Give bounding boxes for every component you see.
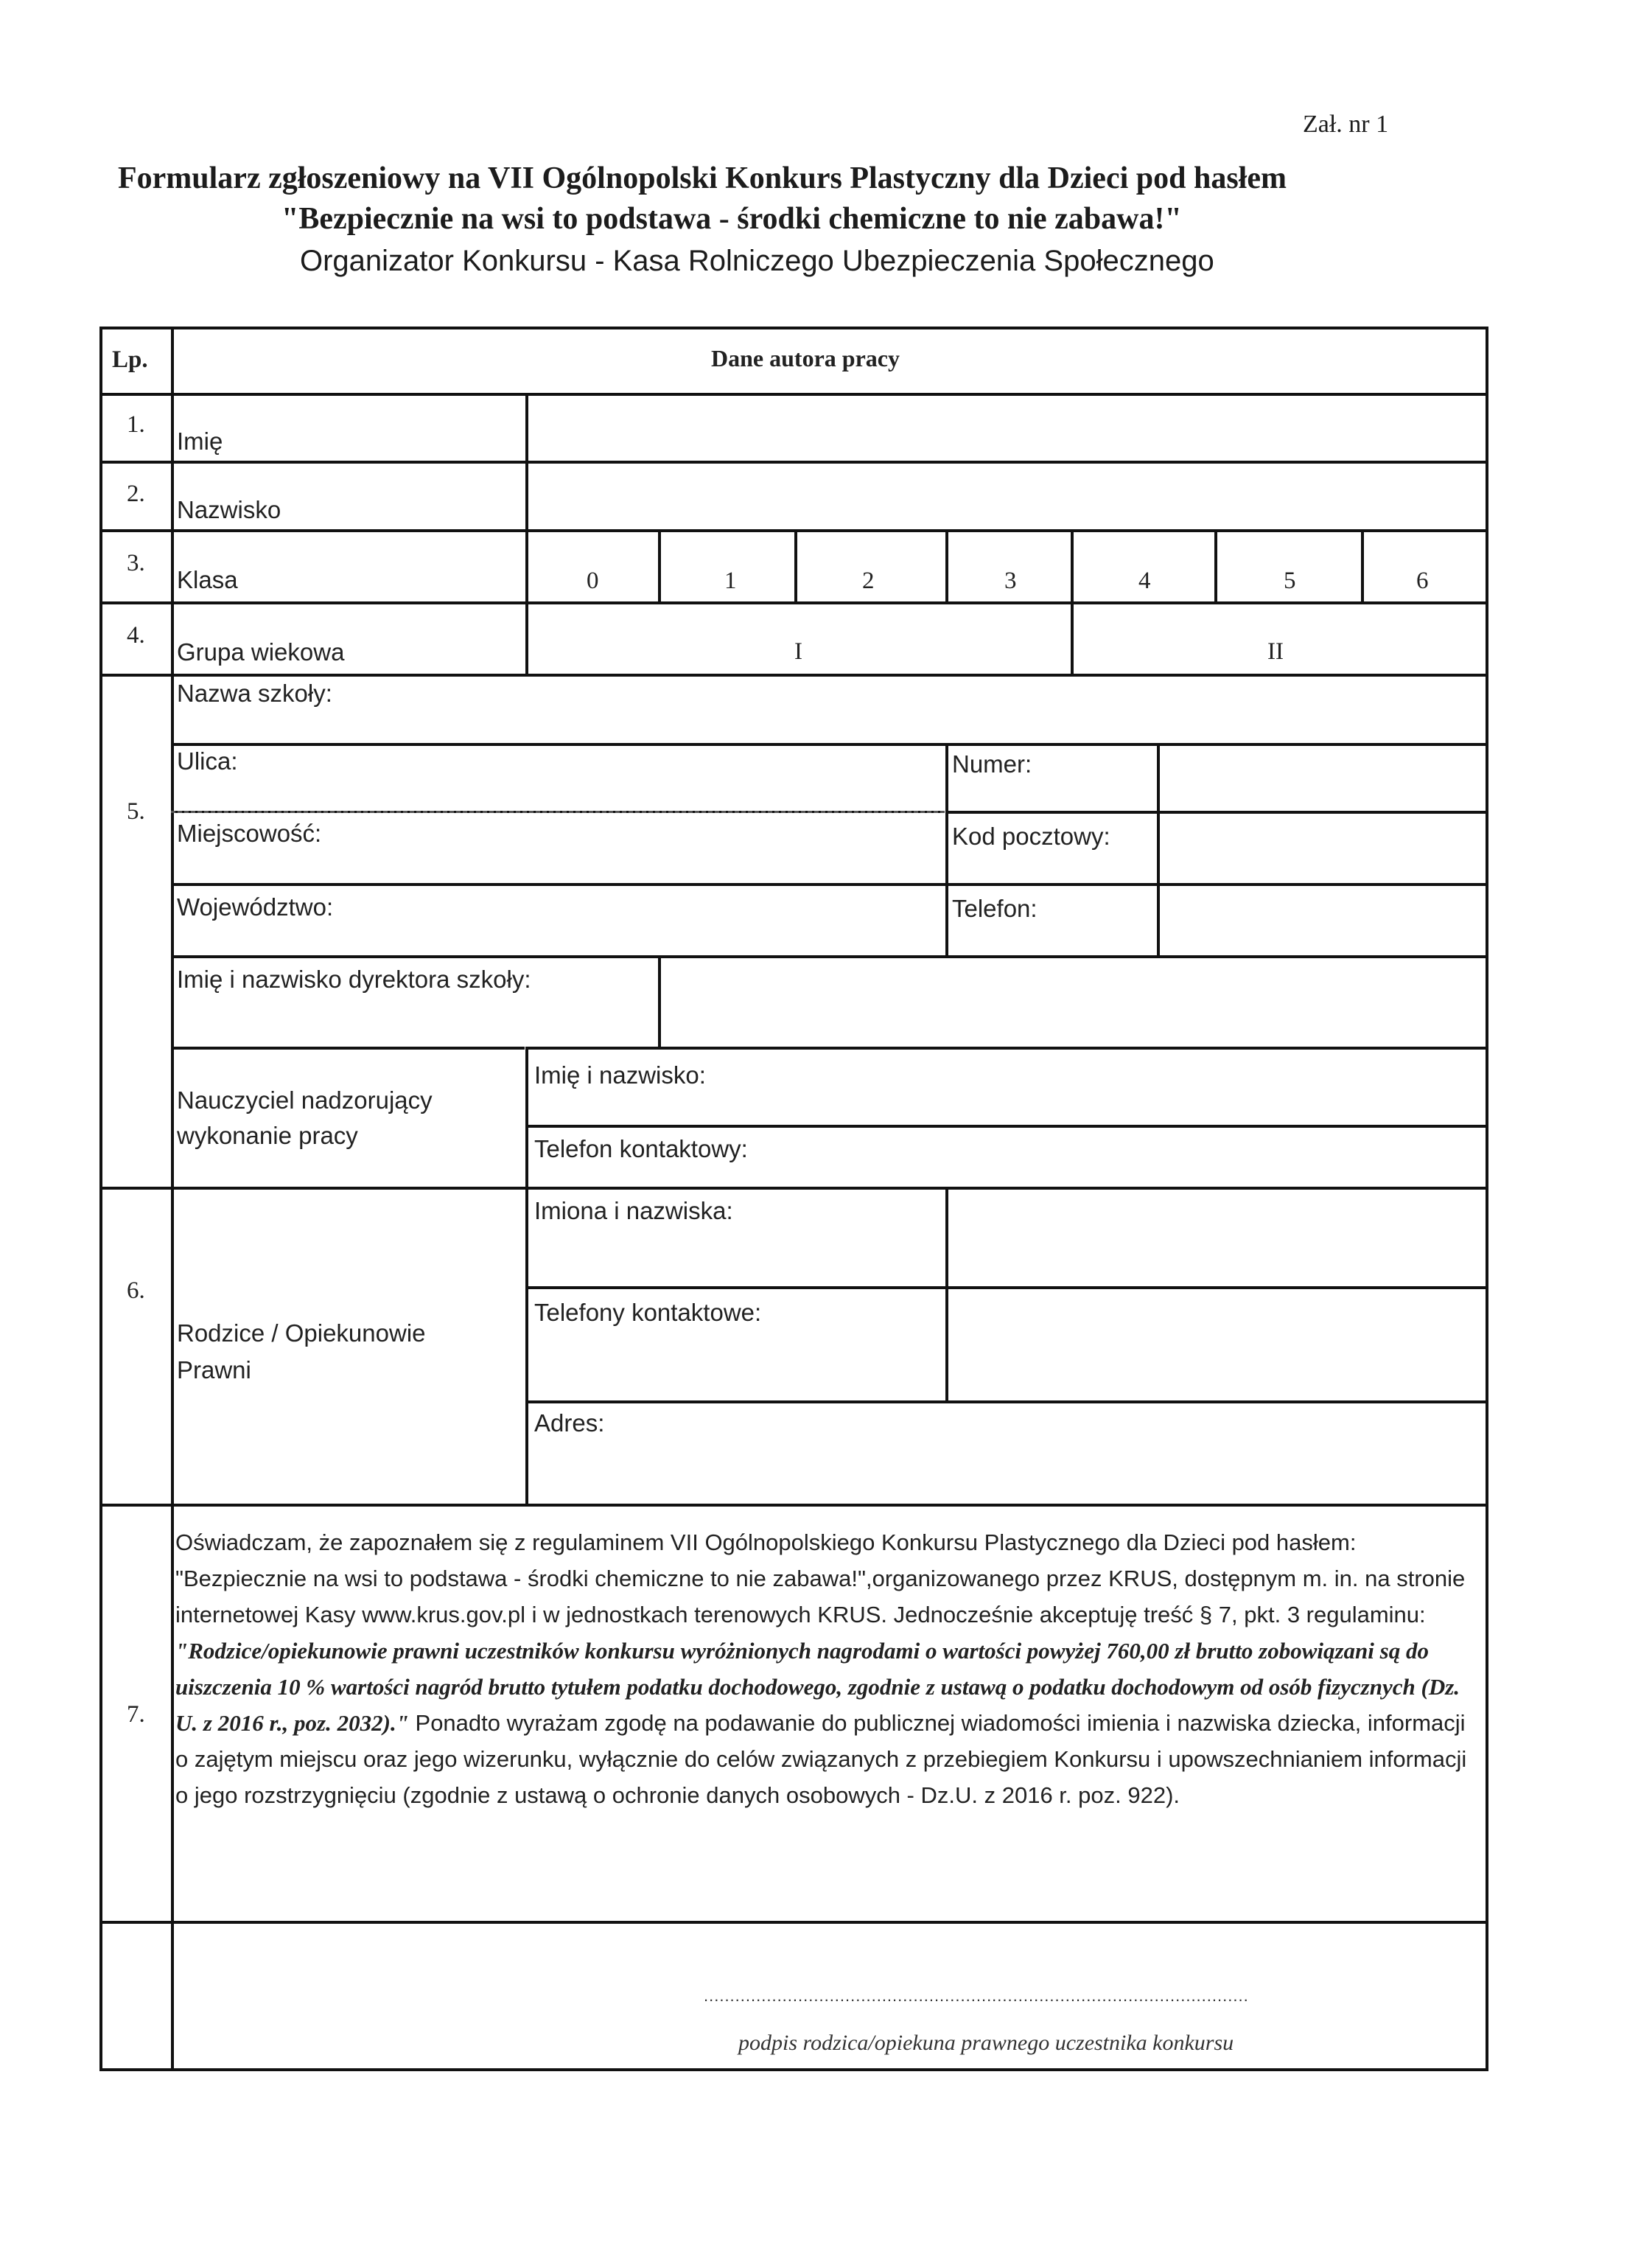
class-label: Klasa [177,566,238,593]
city-label: Miejscowość: [177,820,322,847]
row-number: 2. [127,481,145,507]
age-group-option-2[interactable]: II [1267,638,1284,665]
class-option-0[interactable]: 0 [587,568,599,594]
row-number: 3. [127,550,145,576]
header-author-data: Dane autora pracy [711,345,900,371]
teacher-phone-label: Telefon kontaktowy: [534,1135,748,1162]
row-number: 5. [127,798,145,825]
postcode-label: Kod pocztowy: [952,823,1110,850]
age-group-label: Grupa wiekowa [177,638,345,666]
first-name-field[interactable] [528,396,1484,459]
parents-names-label: Imiona i nazwiska: [534,1197,733,1224]
class-option-3[interactable]: 3 [1004,568,1017,594]
class-option-2[interactable]: 2 [862,568,875,594]
declaration-text-part1: Oświadczam, że zapoznałem się z regulaminem VII Ogólnopolskiego Konkursu Plastycznego dla Dzieci pod hasłem: "Bezpiecznie na wsi to podstawa - środki chemiczne to nie zabawa!",organizowanego przez KRUS, dostępnym m. in. na stronie internetowej Kasy www.krus.gov.pl i w jednostkach terenowych KRUS. Jednocześnie akceptuję treść § 7, pkt. 3 regulaminu: [175,1529,1466,1627]
form-slogan: "Bezpiecznie na wsi to podstawa - środki chemiczne to nie zabawa!" [281,202,1182,236]
school-name-label: Nazwa szkoły: [177,680,332,707]
row-number: 1. [127,411,145,438]
signature-caption: podpis rodzica/opiekuna prawnego uczestnika konkursu [738,2031,1234,2055]
last-name-label: Nazwisko [177,496,281,523]
street-number-label: Numer: [952,750,1032,778]
form-organizer: Organizator Konkursu - Kasa Rolniczego Ubezpieczenia Społecznego [300,245,1214,277]
declaration-text-part2: Ponadto wyrażam zgodę na podawanie do publicznej wiadomości imienia i nazwiska dziecka, informacji o zajętym miejscu oraz jego wizerunku, wyłącznie do celów związanych z przebiegiem Konkursu i upowszechnianiem informacji o jego rozstrzygnięciu (zgodnie z ustawą o ochronie danych osobowych - Dz.U. z 2016 r. poz. 922). [175,1710,1467,1808]
director-name-label: Imię i nazwisko dyrektora szkoły: [177,966,531,993]
class-option-4[interactable]: 4 [1138,568,1151,594]
class-option-5[interactable]: 5 [1284,568,1296,594]
last-name-field[interactable] [528,464,1484,528]
teacher-name-label: Imię i nazwisko: [534,1061,706,1089]
teacher-label-line1: Nauczyciel nadzorujący [177,1086,433,1114]
class-option-6[interactable]: 6 [1416,568,1429,594]
voivodeship-label: Województwo: [177,893,334,921]
age-group-option-1[interactable]: I [794,638,802,665]
row-number: 7. [127,1701,145,1728]
class-option-1[interactable]: 1 [724,568,737,594]
declaration-regulation-quote: "Rodzice/opiekunowie prawni uczestników konkursu wyróżnionych nagrodami o wartości powyżej 760,00 zł brutto zobowiązani są do uiszczenia 10 % wartości nagród brutto tytułem podatku dochodowego, zgodnie z ustawą o podatku dochodowym od osób fizycznych (Dz. U. z 2016 r., poz. 2032)." [175,1638,1460,1736]
parents-label-line1: Rodzice / Opiekunowie [177,1319,426,1347]
parents-label-line2: Prawni [177,1356,251,1384]
parents-address-label: Adres: [534,1409,605,1437]
first-name-label: Imię [177,428,223,455]
parents-phones-label: Telefony kontaktowe: [534,1299,762,1326]
teacher-label-line2: wykonanie pracy [177,1122,358,1149]
street-label: Ulica: [177,747,238,775]
form-title: Formularz zgłoszeniowy na VII Ogólnopolski Konkurs Plastyczny dla Dzieci pod hasłem [118,161,1287,195]
school-phone-label: Telefon: [952,895,1038,922]
signature-line[interactable]: ........................................................................................................ [704,1986,1249,2005]
row-number: 4. [127,622,145,649]
attachment-label: Zał. nr 1 [1303,111,1389,138]
header-lp: Lp. [112,346,148,373]
row-number: 6. [127,1277,145,1304]
consent-declaration [175,1524,1483,1813]
